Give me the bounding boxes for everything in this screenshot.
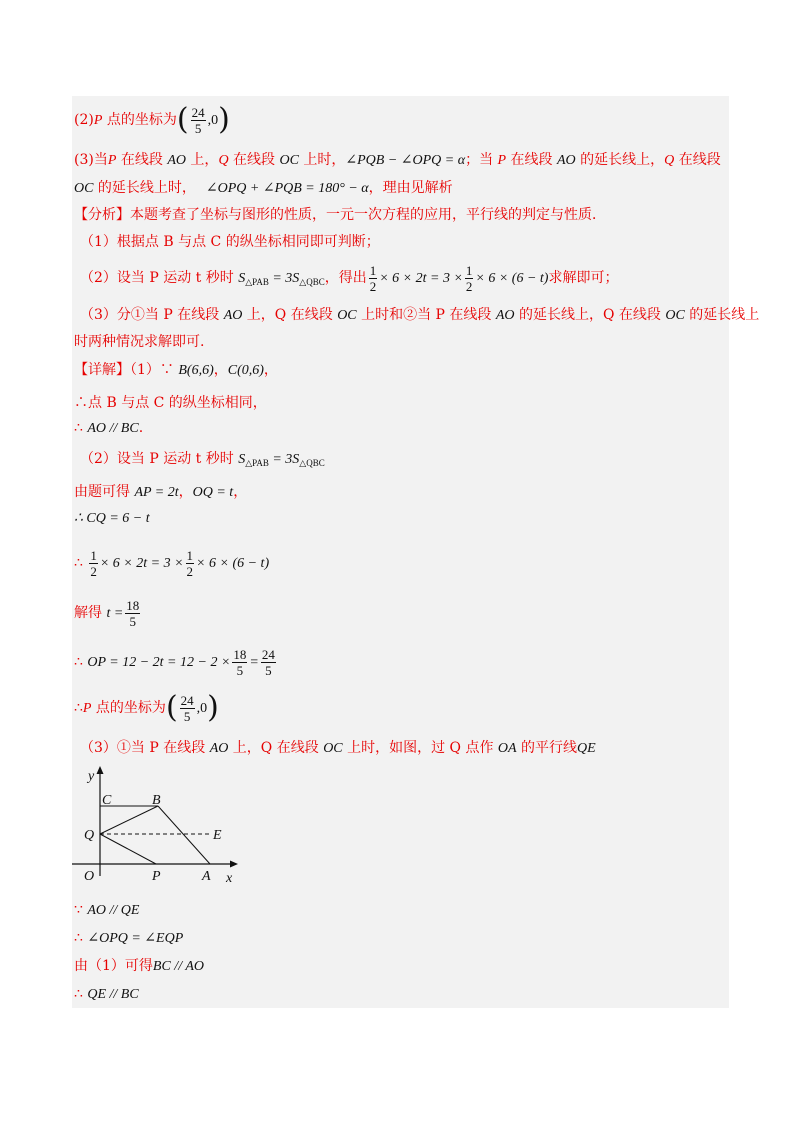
label-x: x — [226, 871, 233, 886]
detail-l2: ∴点 B 与点 C 的纵坐标相同， — [74, 395, 267, 411]
label-Q: Q — [84, 828, 95, 843]
detail-l9: ∴ OP = 12 − 2t = 12 − 2 × $\frac{18}{5}$ = $\frac{24}{5}$ — [74, 646, 275, 678]
segment-BA — [158, 806, 210, 864]
detail-l12: ∵ AO // QE — [74, 902, 140, 918]
segment-QB — [100, 806, 158, 834]
detail-l4: （2）设当 P 运动 t 秒时 $S_{\triangle PAB} = 3S_{\triangle QBC}$ — [80, 451, 325, 468]
analysis-p3-line1: （3）分①当 P 在线段 AO 上，Q 在线段 OC 上时和②当 P 在线段 AO 的延长线上，Q 在线段 OC 的延长线上 — [80, 307, 760, 323]
detail-l11: （3）①当 P 在线段 AO 上，Q 在线段 OC 上时，如图，过 Q 点作 OA 的平行线QE — [80, 740, 596, 756]
answer-3-line1: (3)当P 在线段 AO 上，Q 在线段 OC 上时，∠PQB − ∠OPQ = α；当 P 在线段 AO 的延长线上，Q 在线段 — [74, 152, 721, 168]
answer-3-line2: OC 的延长线上时， ∠OPQ + ∠PQB = 180° − α，理由见解析 — [74, 180, 453, 196]
analysis-heading: 【分析】本题考查了坐标与图形的性质，一元一次方程的应用，平行线的判定与性质． — [74, 207, 606, 223]
label-O: O — [84, 869, 95, 884]
geometry-figure — [70, 762, 250, 892]
detail-l13: ∴ ∠OPQ = ∠EQP — [74, 930, 184, 946]
detail-l7: ∴ $\frac{1}{2}$ × 6 × 2t = 3 × $\frac{1}{2}$ × 6 × (6 − t) — [74, 547, 270, 579]
analysis-p2: （2）设当 P 运动 t 秒时 $S_{\triangle PAB} = 3S_{\triangle QBC}$，得出 $\frac{1}{2}$ × 6 × 2t = 3 × $\frac{1}{2}$ × 6 × (6 − t)求解即可； — [80, 262, 619, 294]
label-A: A — [202, 869, 211, 884]
detail-l5: 由题可得 AP = 2t，OQ = t， — [74, 484, 248, 500]
detail-l1: 【详解】（1）∵ B(6,6)，C(0,6)， — [74, 362, 278, 378]
detail-l14: 由（1）可得BC // AO — [74, 958, 204, 974]
detail-l3: ∴ AO // BC. — [74, 420, 144, 436]
detail-l6: ∴ CQ = 6 − t — [74, 511, 150, 526]
answer-2: (2)P 点的坐标为( $\frac{24}{5}$ ,0) — [74, 102, 230, 137]
label-P: P — [152, 869, 161, 884]
detail-l8: 解得 t = $\frac{18}{5}$ — [74, 597, 140, 629]
label-B: B — [152, 793, 161, 808]
detail-l10: ∴P 点的坐标为( $\frac{24}{5}$ ,0) — [74, 690, 219, 725]
label-E: E — [213, 828, 222, 843]
analysis-p1: （1）根据点 B 与点 C 的纵坐标相同即可判断； — [80, 234, 380, 250]
x-axis-arrow — [230, 861, 238, 868]
segment-QP — [100, 834, 156, 864]
y-axis-arrow — [97, 766, 104, 774]
detail-l15: ∴ QE // BC — [74, 986, 139, 1002]
label-y: y — [88, 769, 95, 784]
label-C: C — [102, 793, 112, 808]
analysis-p3-line2: 时两种情况求解即可. — [74, 334, 205, 350]
